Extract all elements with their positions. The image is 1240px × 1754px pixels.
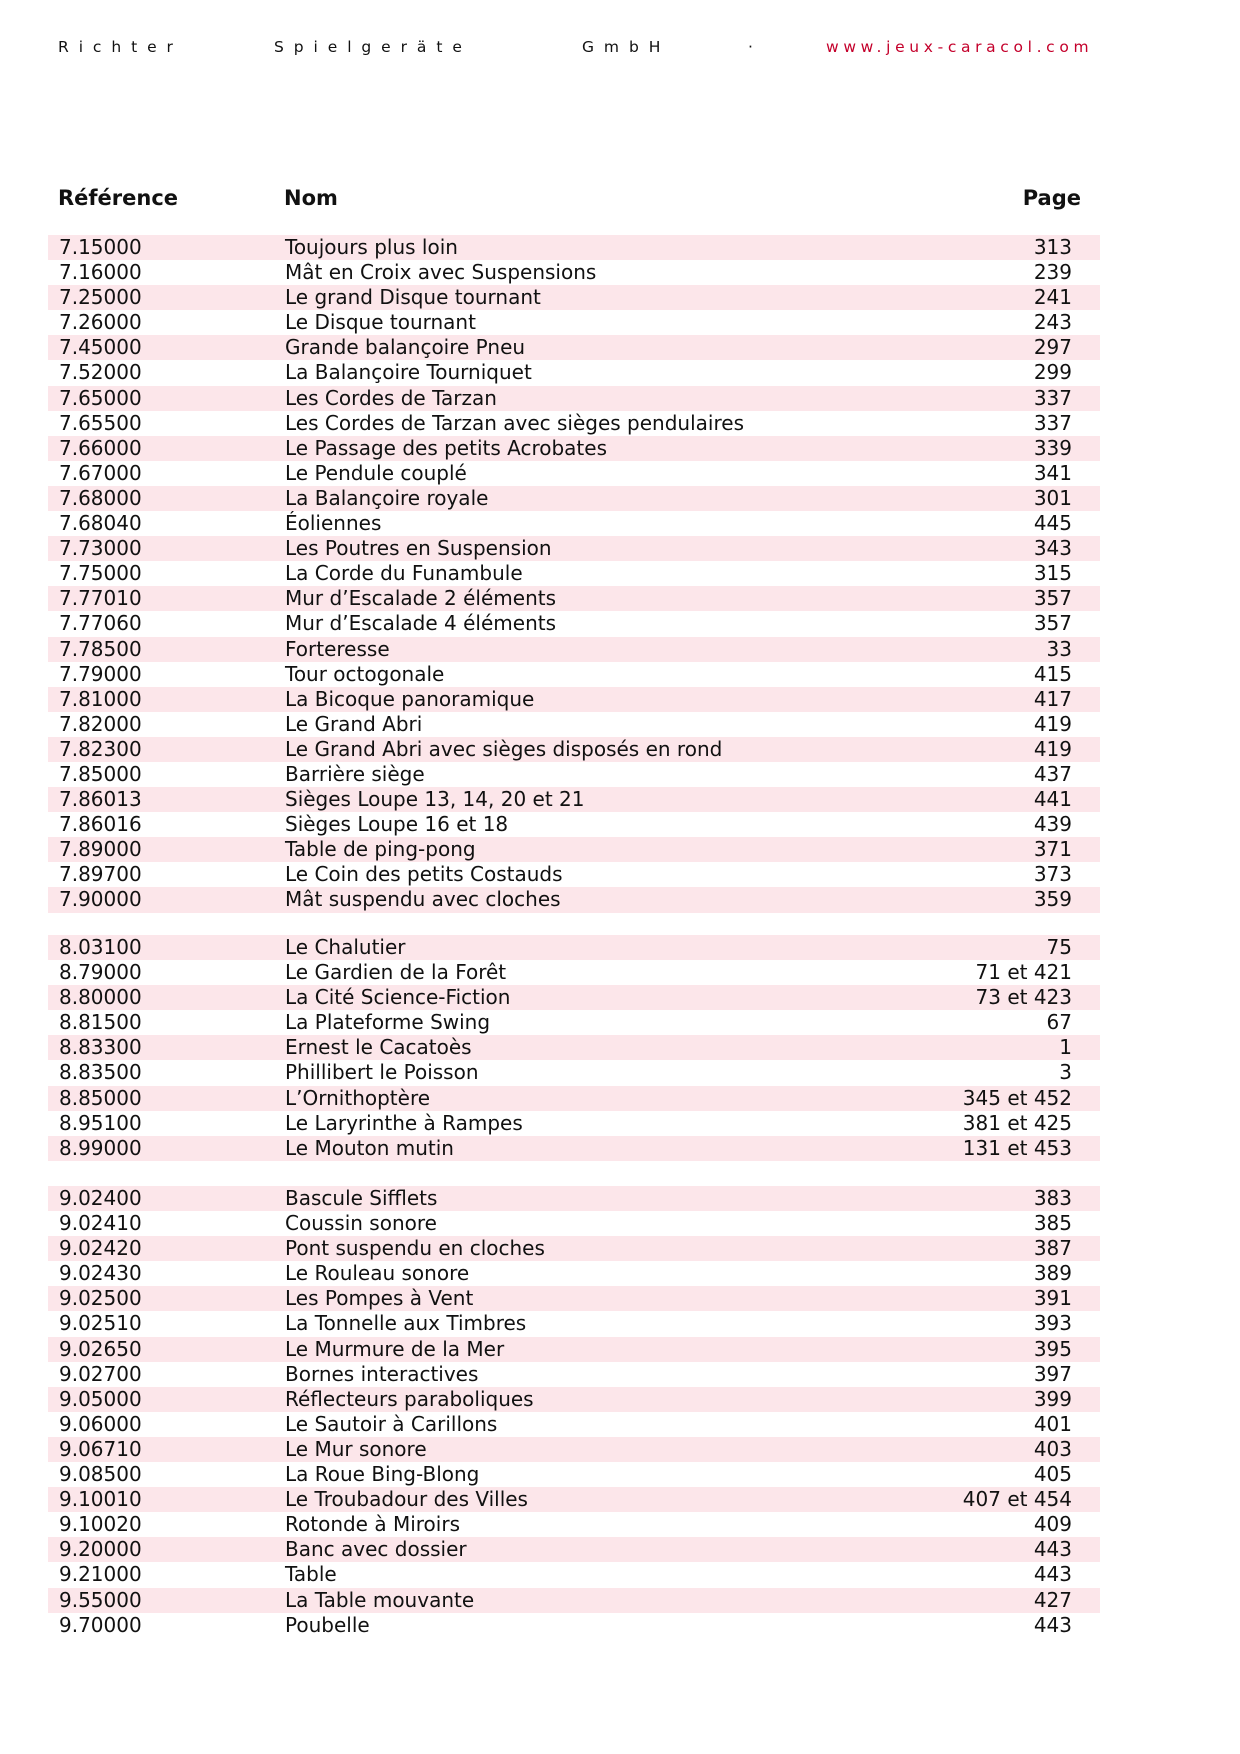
page-cell: 1 <box>1059 1035 1072 1060</box>
page-cell: 383 <box>1033 1186 1072 1210</box>
name-cell: La Corde du Funambule <box>285 561 523 586</box>
reference-cell: 9.06710 <box>59 1436 142 1461</box>
name-cell: La Balançoire royale <box>285 485 489 510</box>
table-row <box>48 511 1100 536</box>
table-row <box>48 1211 1100 1236</box>
page-cell: 381 et 425 <box>962 1110 1072 1135</box>
reference-cell: 8.79000 <box>59 960 142 985</box>
reference-cell: 7.78500 <box>59 636 142 661</box>
table-row <box>48 285 1100 310</box>
name-cell: Éoliennes <box>285 511 382 536</box>
company-name-part: Spielgeräte <box>274 38 472 56</box>
table-row <box>48 1236 1100 1261</box>
name-cell: Mur d’Escalade 4 éléments <box>285 611 557 636</box>
page-cell: 71 et 421 <box>975 960 1072 985</box>
table-row <box>48 1487 1100 1512</box>
page-cell: 391 <box>1033 1286 1072 1311</box>
page-cell: 301 <box>1033 485 1072 510</box>
name-cell: Table <box>285 1562 337 1587</box>
reference-cell: 9.02500 <box>59 1286 142 1311</box>
table-row <box>48 1412 1100 1437</box>
reference-cell: 7.65000 <box>59 385 142 410</box>
page-cell: 395 <box>1033 1336 1072 1361</box>
table-row <box>48 1286 1100 1311</box>
reference-cell: 9.02430 <box>59 1261 142 1286</box>
table-row <box>48 1537 1100 1562</box>
product-group-8 <box>48 935 1100 1161</box>
table-row <box>48 1437 1100 1462</box>
reference-cell: 9.06000 <box>59 1411 142 1436</box>
name-cell: La Balançoire Tourniquet <box>285 360 532 385</box>
reference-cell: 9.08500 <box>59 1462 142 1487</box>
reference-cell: 7.89700 <box>59 862 142 887</box>
name-cell: L’Ornithoptère <box>285 1085 431 1110</box>
name-cell: Le Mouton mutin <box>285 1135 454 1160</box>
page-cell: 427 <box>1033 1587 1072 1612</box>
table-row <box>48 586 1100 611</box>
reference-cell: 7.90000 <box>59 887 142 912</box>
table-row <box>48 687 1100 712</box>
table-row <box>48 1136 1100 1161</box>
table-row <box>48 1512 1100 1537</box>
name-cell: Pont suspendu en cloches <box>285 1236 545 1261</box>
name-cell: Le Passage des petits Acrobates <box>285 435 607 460</box>
reference-cell: 9.10020 <box>59 1512 142 1537</box>
page-cell: 437 <box>1033 761 1072 786</box>
table-row <box>48 436 1100 461</box>
name-cell: Forteresse <box>285 636 390 661</box>
name-cell: Les Pompes à Vent <box>285 1286 474 1311</box>
company-name-part: Richter <box>58 38 183 56</box>
page-cell: 417 <box>1033 686 1072 711</box>
name-cell: Les Cordes de Tarzan <box>285 385 497 410</box>
table-row <box>48 360 1100 385</box>
name-cell: Les Cordes de Tarzan avec sièges pendulaires <box>285 410 744 435</box>
name-cell: Bascule Sifflets <box>285 1186 438 1210</box>
column-headers <box>58 186 1098 216</box>
page-cell: 297 <box>1033 335 1072 360</box>
table-row <box>48 862 1100 887</box>
header-separator: · <box>748 38 763 56</box>
page-cell: 3 <box>1059 1060 1072 1085</box>
name-cell: Phillibert le Poisson <box>285 1060 479 1085</box>
table-row <box>48 712 1100 737</box>
reference-cell: 7.85000 <box>59 761 142 786</box>
table-row <box>48 812 1100 837</box>
reference-cell: 8.83300 <box>59 1035 142 1060</box>
name-cell: Rotonde à Miroirs <box>285 1512 460 1537</box>
table-row <box>48 637 1100 662</box>
reference-cell: 7.68000 <box>59 485 142 510</box>
page-cell: 67 <box>1046 1010 1072 1035</box>
reference-cell: 8.99000 <box>59 1135 142 1160</box>
table-row <box>48 1362 1100 1387</box>
table-row <box>48 960 1100 985</box>
page-cell: 337 <box>1033 410 1072 435</box>
name-cell: Le Murmure de la Mer <box>285 1336 505 1361</box>
table-row <box>48 935 1100 960</box>
reference-cell: 7.52000 <box>59 360 142 385</box>
reference-cell: 9.05000 <box>59 1386 142 1411</box>
page-cell: 405 <box>1033 1462 1072 1487</box>
table-row <box>48 611 1100 636</box>
page-cell: 345 et 452 <box>962 1085 1072 1110</box>
reference-cell: 8.85000 <box>59 1085 142 1110</box>
page-cell: 407 et 454 <box>962 1487 1072 1512</box>
page-cell: 243 <box>1033 310 1072 335</box>
table-row <box>48 887 1100 912</box>
page-cell: 337 <box>1033 385 1072 410</box>
page-cell: 393 <box>1033 1311 1072 1336</box>
table-row <box>48 1186 1100 1211</box>
table-row <box>48 1060 1100 1085</box>
page-cell: 397 <box>1033 1361 1072 1386</box>
reference-cell: 7.25000 <box>59 285 142 310</box>
name-column-header: Nom <box>284 186 338 210</box>
table-row <box>48 1035 1100 1060</box>
page-cell: 445 <box>1033 511 1072 536</box>
reference-cell: 9.10010 <box>59 1487 142 1512</box>
page-cell: 239 <box>1033 260 1072 285</box>
table-row <box>48 662 1100 687</box>
page-cell: 399 <box>1033 1386 1072 1411</box>
page-cell: 439 <box>1033 812 1072 837</box>
table-row <box>48 1387 1100 1412</box>
name-cell: Le Troubadour des Villes <box>285 1487 528 1512</box>
page-cell: 315 <box>1033 561 1072 586</box>
name-cell: Mât suspendu avec cloches <box>285 887 561 912</box>
reference-cell: 7.82300 <box>59 736 142 761</box>
table-row <box>48 486 1100 511</box>
name-cell: Banc avec dossier <box>285 1537 467 1562</box>
page-cell: 131 et 453 <box>962 1135 1072 1160</box>
reference-cell: 7.45000 <box>59 335 142 360</box>
reference-cell: 7.86016 <box>59 812 142 837</box>
table-row <box>48 1337 1100 1362</box>
page-cell: 341 <box>1033 460 1072 485</box>
reference-cell: 7.86013 <box>59 787 142 812</box>
name-cell: Réflecteurs paraboliques <box>285 1386 534 1411</box>
page-cell: 401 <box>1033 1411 1072 1436</box>
reference-cell: 7.77010 <box>59 586 142 611</box>
table-row <box>48 1311 1100 1336</box>
table-row <box>48 762 1100 787</box>
reference-cell: 8.03100 <box>59 935 142 959</box>
name-cell: Le Grand Abri avec sièges disposés en rond <box>285 736 723 761</box>
page-cell: 419 <box>1033 736 1072 761</box>
name-cell: Le Disque tournant <box>285 310 476 335</box>
name-cell: Le Pendule couplé <box>285 460 467 485</box>
name-cell: La Tonnelle aux Timbres <box>285 1311 527 1336</box>
page-cell: 357 <box>1033 586 1072 611</box>
name-cell: Le Sautoir à Carillons <box>285 1411 498 1436</box>
name-cell: La Bicoque panoramique <box>285 686 535 711</box>
name-cell: Grande balançoire Pneu <box>285 335 526 360</box>
table-row <box>48 1562 1100 1587</box>
name-cell: Sièges Loupe 13, 14, 20 et 21 <box>285 787 585 812</box>
reference-cell: 9.02400 <box>59 1186 142 1210</box>
page-cell: 357 <box>1033 611 1072 636</box>
reference-cell: 9.20000 <box>59 1537 142 1562</box>
table-row <box>48 335 1100 360</box>
table-row <box>48 536 1100 561</box>
reference-cell: 9.02510 <box>59 1311 142 1336</box>
name-cell: Les Poutres en Suspension <box>285 536 552 561</box>
page-cell: 403 <box>1033 1436 1072 1461</box>
page-cell: 415 <box>1033 661 1072 686</box>
name-cell: Le Rouleau sonore <box>285 1261 470 1286</box>
reference-cell: 7.75000 <box>59 561 142 586</box>
table-row <box>48 1111 1100 1136</box>
name-cell: Barrière siège <box>285 761 425 786</box>
table-row <box>48 737 1100 762</box>
page-cell: 443 <box>1033 1612 1072 1637</box>
reference-cell: 9.70000 <box>59 1612 142 1637</box>
reference-cell: 7.89000 <box>59 837 142 862</box>
table-row <box>48 837 1100 862</box>
product-group-9 <box>48 1186 1100 1638</box>
name-cell: Coussin sonore <box>285 1211 437 1236</box>
website-link[interactable]: www.jeux-caracol.com <box>826 38 1094 56</box>
name-cell: Toujours plus loin <box>285 235 458 259</box>
reference-cell: 7.67000 <box>59 460 142 485</box>
name-cell: Ernest le Cacatoès <box>285 1035 472 1060</box>
name-cell: Le Mur sonore <box>285 1436 427 1461</box>
reference-cell: 9.02700 <box>59 1361 142 1386</box>
reference-cell: 9.55000 <box>59 1587 142 1612</box>
name-cell: Le Chalutier <box>285 935 406 959</box>
page-cell: 443 <box>1033 1562 1072 1587</box>
page-cell: 313 <box>1033 235 1072 259</box>
product-group-7 <box>48 235 1100 913</box>
table-row <box>48 1261 1100 1286</box>
name-cell: La Table mouvante <box>285 1587 475 1612</box>
page-cell: 371 <box>1033 837 1072 862</box>
name-cell: Le Coin des petits Costauds <box>285 862 563 887</box>
page-cell: 387 <box>1033 1236 1072 1261</box>
reference-cell: 9.02650 <box>59 1336 142 1361</box>
reference-cell: 8.83500 <box>59 1060 142 1085</box>
name-cell: Tour octogonale <box>285 661 445 686</box>
reference-cell: 7.66000 <box>59 435 142 460</box>
name-cell: Le grand Disque tournant <box>285 285 541 310</box>
reference-cell: 9.02410 <box>59 1211 142 1236</box>
table-row <box>48 461 1100 486</box>
page-cell: 385 <box>1033 1211 1072 1236</box>
page-cell: 343 <box>1033 536 1072 561</box>
page-cell: 299 <box>1033 360 1072 385</box>
table-row <box>48 1588 1100 1613</box>
table-row <box>48 310 1100 335</box>
reference-cell: 8.81500 <box>59 1010 142 1035</box>
name-cell: La Cité Science-Fiction <box>285 985 511 1010</box>
reference-cell: 8.95100 <box>59 1110 142 1135</box>
name-cell: La Roue Bing-Blong <box>285 1462 480 1487</box>
table-row <box>48 235 1100 260</box>
table-row <box>48 1613 1100 1638</box>
reference-cell: 7.73000 <box>59 536 142 561</box>
company-name-part: GmbH <box>582 38 671 56</box>
page-column-header: Page <box>1022 186 1081 210</box>
page-header <box>58 38 1108 62</box>
table-row <box>48 985 1100 1010</box>
table-row <box>48 1086 1100 1111</box>
page-cell: 75 <box>1046 935 1072 959</box>
reference-cell: 7.81000 <box>59 686 142 711</box>
reference-cell: 7.15000 <box>59 235 142 259</box>
table-row <box>48 561 1100 586</box>
reference-cell: 7.82000 <box>59 711 142 736</box>
name-cell: Mât en Croix avec Suspensions <box>285 260 597 285</box>
table-row <box>48 260 1100 285</box>
table-row <box>48 1462 1100 1487</box>
table-row <box>48 1010 1100 1035</box>
reference-cell: 8.80000 <box>59 985 142 1010</box>
name-cell: Le Gardien de la Forêt <box>285 960 507 985</box>
page-cell: 373 <box>1033 862 1072 887</box>
reference-cell: 7.79000 <box>59 661 142 686</box>
page-cell: 409 <box>1033 1512 1072 1537</box>
page-cell: 241 <box>1033 285 1072 310</box>
page-cell: 443 <box>1033 1537 1072 1562</box>
reference-cell: 9.21000 <box>59 1562 142 1587</box>
page-cell: 389 <box>1033 1261 1072 1286</box>
name-cell: Le Grand Abri <box>285 711 423 736</box>
name-cell: Poubelle <box>285 1612 370 1637</box>
page-cell: 441 <box>1033 787 1072 812</box>
page-cell: 419 <box>1033 711 1072 736</box>
name-cell: Table de ping-pong <box>285 837 476 862</box>
page-cell: 339 <box>1033 435 1072 460</box>
reference-cell: 7.68040 <box>59 511 142 536</box>
reference-column-header: Référence <box>58 186 179 210</box>
reference-cell: 7.77060 <box>59 611 142 636</box>
table-row <box>48 411 1100 436</box>
page-cell: 33 <box>1046 636 1072 661</box>
reference-cell: 7.16000 <box>59 260 142 285</box>
table-row <box>48 386 1100 411</box>
name-cell: Bornes interactives <box>285 1361 479 1386</box>
name-cell: Sièges Loupe 16 et 18 <box>285 812 509 837</box>
name-cell: La Plateforme Swing <box>285 1010 491 1035</box>
reference-cell: 9.02420 <box>59 1236 142 1261</box>
reference-cell: 7.65500 <box>59 410 142 435</box>
name-cell: Mur d’Escalade 2 éléments <box>285 586 557 611</box>
page-cell: 73 et 423 <box>975 985 1072 1010</box>
reference-cell: 7.26000 <box>59 310 142 335</box>
page-cell: 359 <box>1033 887 1072 912</box>
name-cell: Le Laryrinthe à Rampes <box>285 1110 523 1135</box>
table-row <box>48 787 1100 812</box>
